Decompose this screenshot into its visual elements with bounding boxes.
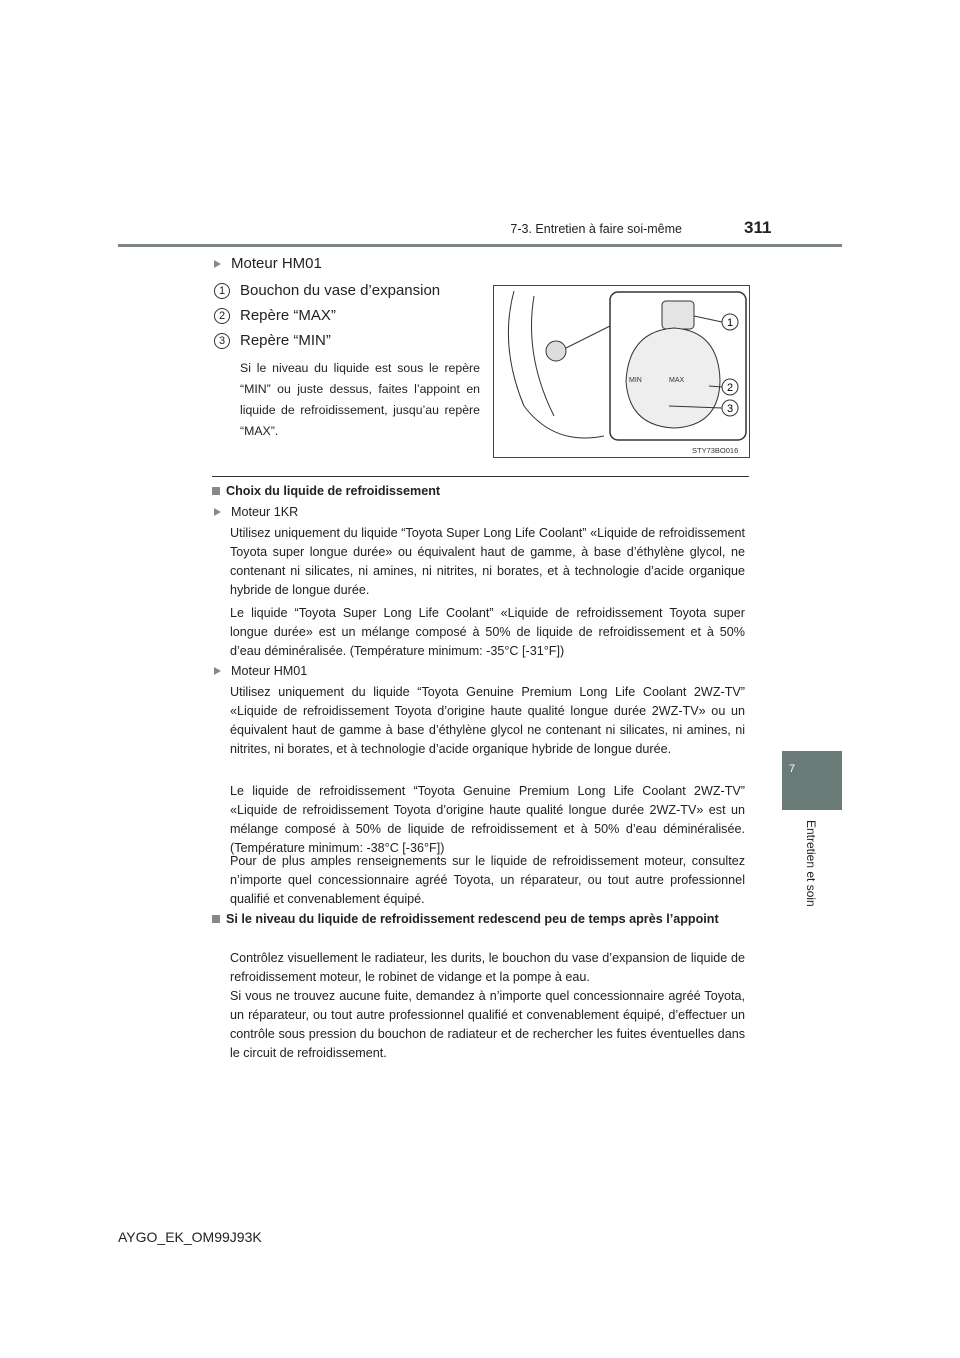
paragraph: Si vous ne trouvez aucune fuite, demandez à n’importe quel concessionnaire agréé Toyota, un réparateur, ou tout autre professionnel qualifié et convenablement équipé, d’effectuer un contrôle sous pression du bouchon de radiateur et de rechercher les fuites éventuelles dans le circuit de refroidissement. bbox=[230, 989, 745, 1060]
callout-3 bbox=[214, 332, 331, 349]
chapter-label: Entretien et soin bbox=[804, 820, 818, 907]
triangle-bullet-icon bbox=[214, 260, 221, 268]
engine-label: Moteur 1KR bbox=[231, 505, 299, 519]
heading-text: Choix du liquide de refroidissement bbox=[226, 484, 441, 498]
engine-label: Moteur HM01 bbox=[231, 255, 322, 272]
figure-callout-1: 1 bbox=[727, 317, 734, 329]
callout-text: Repère “MAX” bbox=[240, 307, 336, 324]
paragraph: Pour de plus amples renseignements sur le liquide de refroidissement moteur, consultez n’importe quel concessionnaire agréé Toyota, un réparateur, ou tout autre professionnel qualifié et convenablement équipé. bbox=[230, 854, 745, 906]
callout-1 bbox=[214, 282, 440, 299]
section-divider bbox=[212, 476, 749, 477]
callout-2 bbox=[214, 307, 336, 324]
figure-callout-2: 2 bbox=[727, 382, 734, 394]
callout-number: 3 bbox=[214, 333, 230, 349]
max-mark-label: MAX bbox=[669, 377, 685, 384]
chapter-tab bbox=[782, 751, 842, 810]
paragraph: Contrôlez visuellement le radiateur, les durits, le bouchon du vase d’expansion de liquide de refroidissement moteur, le robinet de vidange et la pompe à eau. bbox=[230, 951, 745, 984]
reservoir-illustration bbox=[494, 286, 749, 457]
note-text: Si le niveau du liquide est sous le repère “MIN” ou juste dessus, faites l’appoint en liquide de refroidissement, jusqu’au repère “MAX”. bbox=[240, 361, 480, 438]
coolant-reservoir-figure bbox=[493, 285, 750, 458]
engine-heading bbox=[214, 255, 322, 272]
triangle-bullet-icon bbox=[214, 508, 221, 516]
heading-text: Si le niveau du liquide de refroidissement redescend peu de temps après l’appoint bbox=[226, 912, 719, 926]
callout-text: Bouchon du vase d’expansion bbox=[240, 282, 441, 299]
choice-heading bbox=[212, 482, 745, 501]
figure-callout-3: 3 bbox=[727, 403, 734, 415]
engine-label: Moteur HM01 bbox=[231, 664, 308, 678]
engine-hm01 bbox=[214, 664, 307, 678]
callout-number: 1 bbox=[214, 283, 230, 299]
callout-text: Repère “MIN” bbox=[240, 332, 331, 349]
paragraph: Le liquide de refroidissement “Toyota Genuine Premium Long Life Coolant 2WZ-TV” «Liquide de refroidissement Toyota d’origine haute qualité longue durée 2WZ-TV» est un mélange composé à 50% de liquide de refroidissement et à 50% d’eau déminéralisée. (Température minimum: -38°C [-36°F]) bbox=[230, 784, 745, 855]
page-number: 311 bbox=[744, 218, 772, 237]
square-bullet-icon bbox=[212, 487, 220, 495]
callout-number: 2 bbox=[214, 308, 230, 324]
chapter-number: 7 bbox=[789, 763, 796, 775]
paragraph: Le liquide “Toyota Super Long Life Coolant” «Liquide de refroidissement Toyota super longue durée» est un mélange composé à 50% de liquide de refroidissement et à 50% d’eau déminéralisée. (Température minimum: -35°C [-31°F]) bbox=[230, 606, 745, 658]
square-bullet-icon bbox=[212, 915, 220, 923]
engine-1kr bbox=[214, 505, 298, 519]
figure-code: STY73BO016 bbox=[692, 446, 739, 455]
section-header: 7-3. Entretien à faire soi-même bbox=[510, 222, 682, 236]
min-mark-label: MIN bbox=[629, 377, 642, 384]
footer-code: AYGO_EK_OM99J93K bbox=[118, 1229, 262, 1245]
drop-heading bbox=[212, 910, 745, 929]
paragraph: Utilisez uniquement du liquide “Toyota Super Long Life Coolant” «Liquide de refroidissement Toyota super longue durée» ou équivalent haut de gamme, à base d’éthylène glycol, ne contenant ni silicates, ni amines, ni nitrites, ni borates, et à technologie d’acide organique hybride de longue durée. bbox=[230, 526, 745, 597]
header-rule bbox=[118, 244, 842, 247]
paragraph: Utilisez uniquement du liquide “Toyota Genuine Premium Long Life Coolant 2WZ-TV” «Liquide de refroidissement Toyota d’origine haute qualité longue durée 2WZ-TV» ou un équivalent haut de gamme à base d’éthylène glycol ne contenant ni silicates, ni amines, ni nitrites, ni borates, et à technologie d’acide organique hybride de longue durée. bbox=[230, 685, 745, 756]
triangle-bullet-icon bbox=[214, 667, 221, 675]
